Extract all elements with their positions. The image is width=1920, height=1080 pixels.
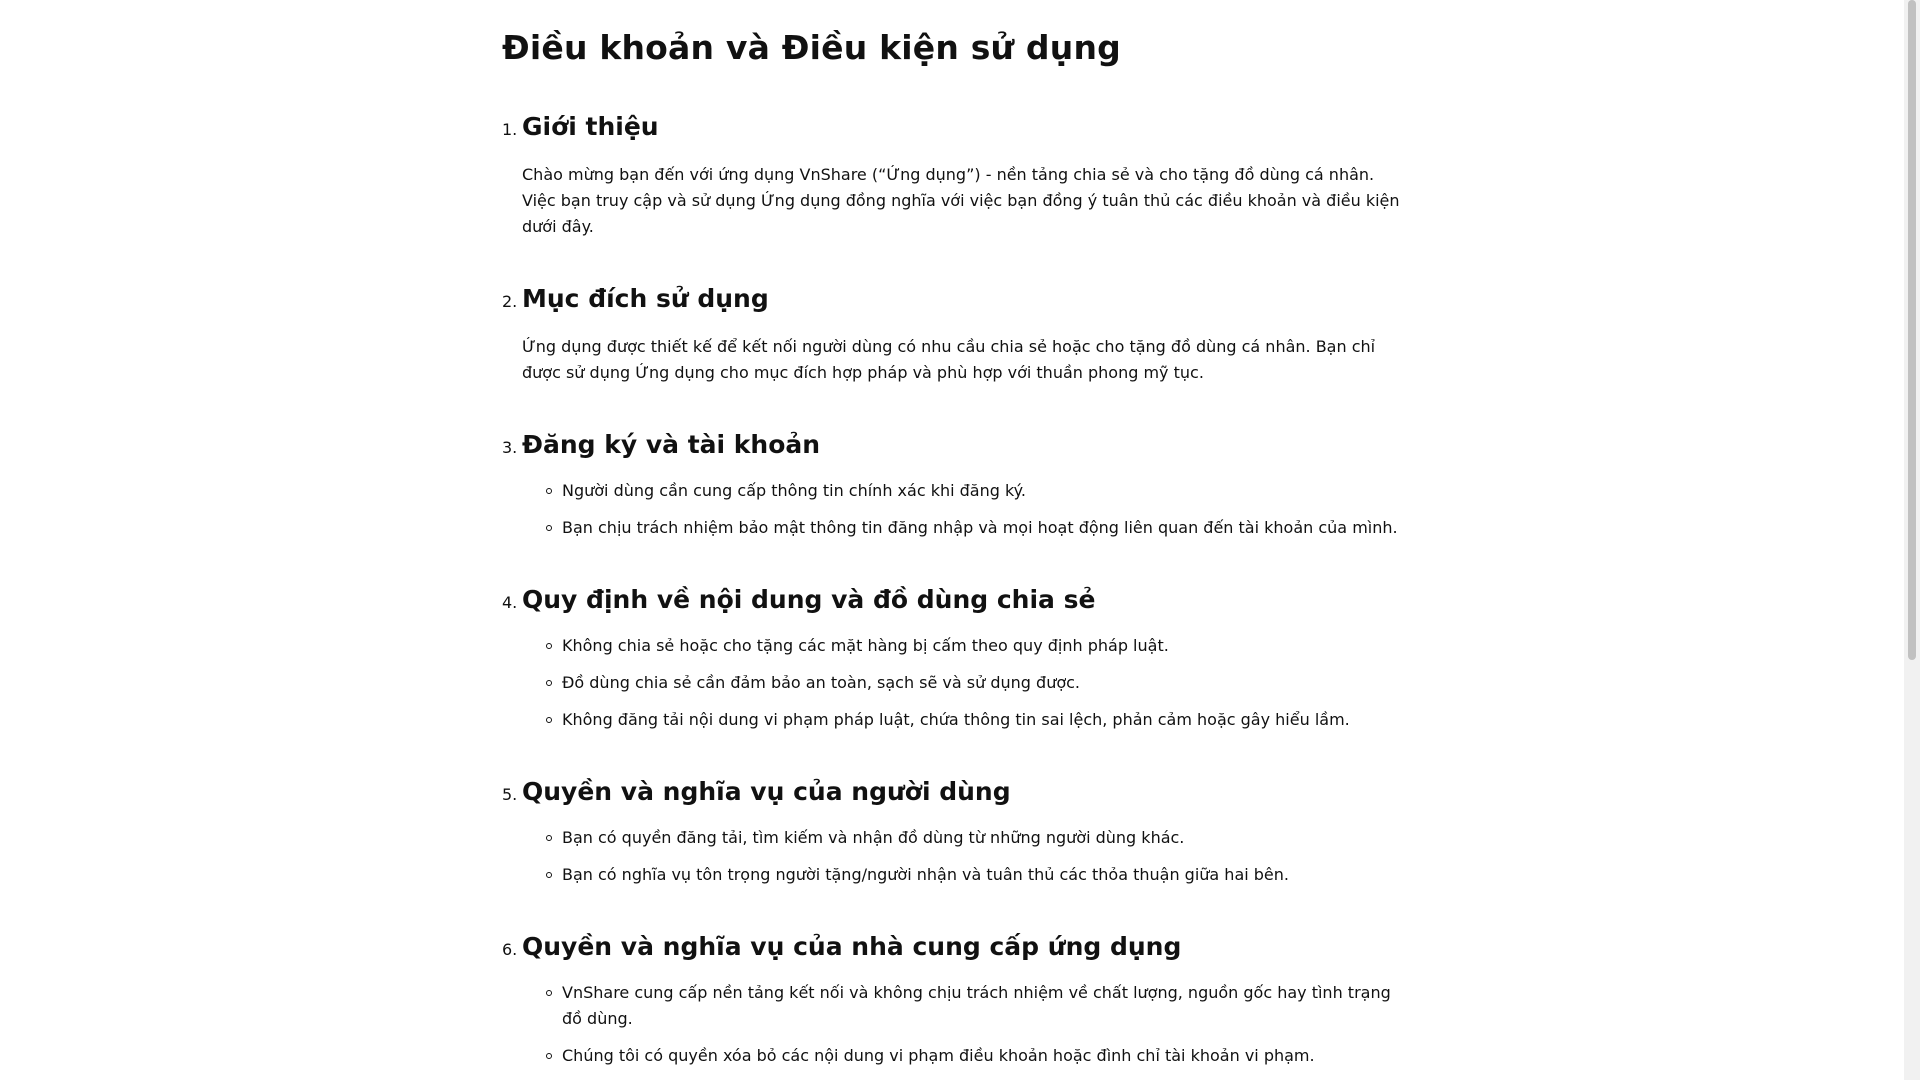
vertical-scrollbar[interactable] (1904, 0, 1920, 1080)
list-item (522, 862, 1402, 888)
section-paragraph: Chào mừng bạn đến với ứng dụng VnShare (“Ứng dụng”) - nền tảng chia sẻ và cho tặng đồ dùng cá nhân. Việc bạn truy cập và sử dụng Ứng dụng đồng nghĩa với việc bạn đồng ý tuân thủ các điều khoản và điều kiện dưới đây. (522, 165, 1400, 236)
page-title: Điều khoản và Điều kiện sử dụng (502, 28, 1121, 67)
bullet-circle-icon (546, 1053, 552, 1059)
section-content-rules (502, 583, 1402, 733)
bullet-circle-icon (546, 643, 552, 649)
section-provider-rights (502, 930, 1402, 1069)
section-introduction (502, 110, 1402, 240)
section-title: Quy định về nội dung và đồ dùng chia sẻ (522, 585, 1096, 614)
list-item-text: Không chia sẻ hoặc cho tặng các mặt hàng bị cấm theo quy định pháp luật. (562, 636, 1169, 655)
section-number: 1. (502, 120, 518, 139)
list-item-text: Bạn có quyền đăng tải, tìm kiếm và nhận đồ dùng từ những người dùng khác. (562, 828, 1185, 847)
list-item-text: Đồ dùng chia sẻ cần đảm bảo an toàn, sạch sẽ và sử dụng được. (562, 673, 1080, 692)
bullet-list (522, 825, 1402, 888)
bullet-circle-icon (546, 488, 552, 494)
section-number: 3. (502, 438, 518, 457)
section-user-rights (502, 775, 1402, 888)
section-title: Quyền và nghĩa vụ của nhà cung cấp ứng dụng (522, 932, 1182, 961)
section-number: 6. (502, 940, 518, 959)
list-item (522, 515, 1402, 541)
list-item (522, 825, 1402, 851)
section-number: 2. (502, 292, 518, 311)
bullet-list (522, 633, 1402, 733)
section-title: Giới thiệu (522, 112, 659, 141)
bullet-circle-icon (546, 680, 552, 686)
bullet-circle-icon (546, 835, 552, 841)
list-item (522, 633, 1402, 659)
list-item (522, 478, 1402, 504)
section-number: 4. (502, 593, 518, 612)
section-title: Đăng ký và tài khoản (522, 430, 821, 459)
list-item-text: Chúng tôi có quyền xóa bỏ các nội dung vi phạm điều khoản hoặc đình chỉ tài khoản vi phạm. (562, 1046, 1315, 1065)
bullet-circle-icon (546, 990, 552, 996)
bullet-list (522, 980, 1402, 1069)
section-registration (502, 428, 1402, 541)
terms-sections (502, 110, 1402, 1069)
list-item (522, 707, 1402, 733)
bullet-circle-icon (546, 872, 552, 878)
list-item-text: Không đăng tải nội dung vi phạm pháp luật, chứa thông tin sai lệch, phản cảm hoặc gây hiểu lầm. (562, 710, 1350, 729)
bullet-list (522, 478, 1402, 541)
scrollbar-thumb[interactable] (1908, 0, 1916, 660)
section-paragraph: Ứng dụng được thiết kế để kết nối người dùng có nhu cầu chia sẻ hoặc cho tặng đồ dùng cá nhân. Bạn chỉ được sử dụng Ứng dụng cho mục đích hợp pháp và phù hợp với thuần phong mỹ tục. (522, 337, 1376, 382)
section-number: 5. (502, 785, 518, 804)
terms-document (502, 0, 1402, 1080)
list-item-text: Bạn có nghĩa vụ tôn trọng người tặng/người nhận và tuân thủ các thỏa thuận giữa hai bên. (562, 865, 1289, 884)
list-item (522, 980, 1402, 1032)
list-item (522, 670, 1402, 696)
section-title: Mục đích sử dụng (522, 284, 769, 313)
list-item (522, 1043, 1402, 1069)
list-item-text: Người dùng cần cung cấp thông tin chính xác khi đăng ký. (562, 481, 1026, 500)
section-purpose (502, 282, 1402, 386)
bullet-circle-icon (546, 717, 552, 723)
list-item-text: Bạn chịu trách nhiệm bảo mật thông tin đăng nhập và mọi hoạt động liên quan đến tài khoản của mình. (562, 518, 1398, 537)
bullet-circle-icon (546, 525, 552, 531)
section-title: Quyền và nghĩa vụ của người dùng (522, 777, 1011, 806)
list-item-text: VnShare cung cấp nền tảng kết nối và không chịu trách nhiệm về chất lượng, nguồn gốc hay tình trạng đồ dùng. (562, 983, 1391, 1028)
